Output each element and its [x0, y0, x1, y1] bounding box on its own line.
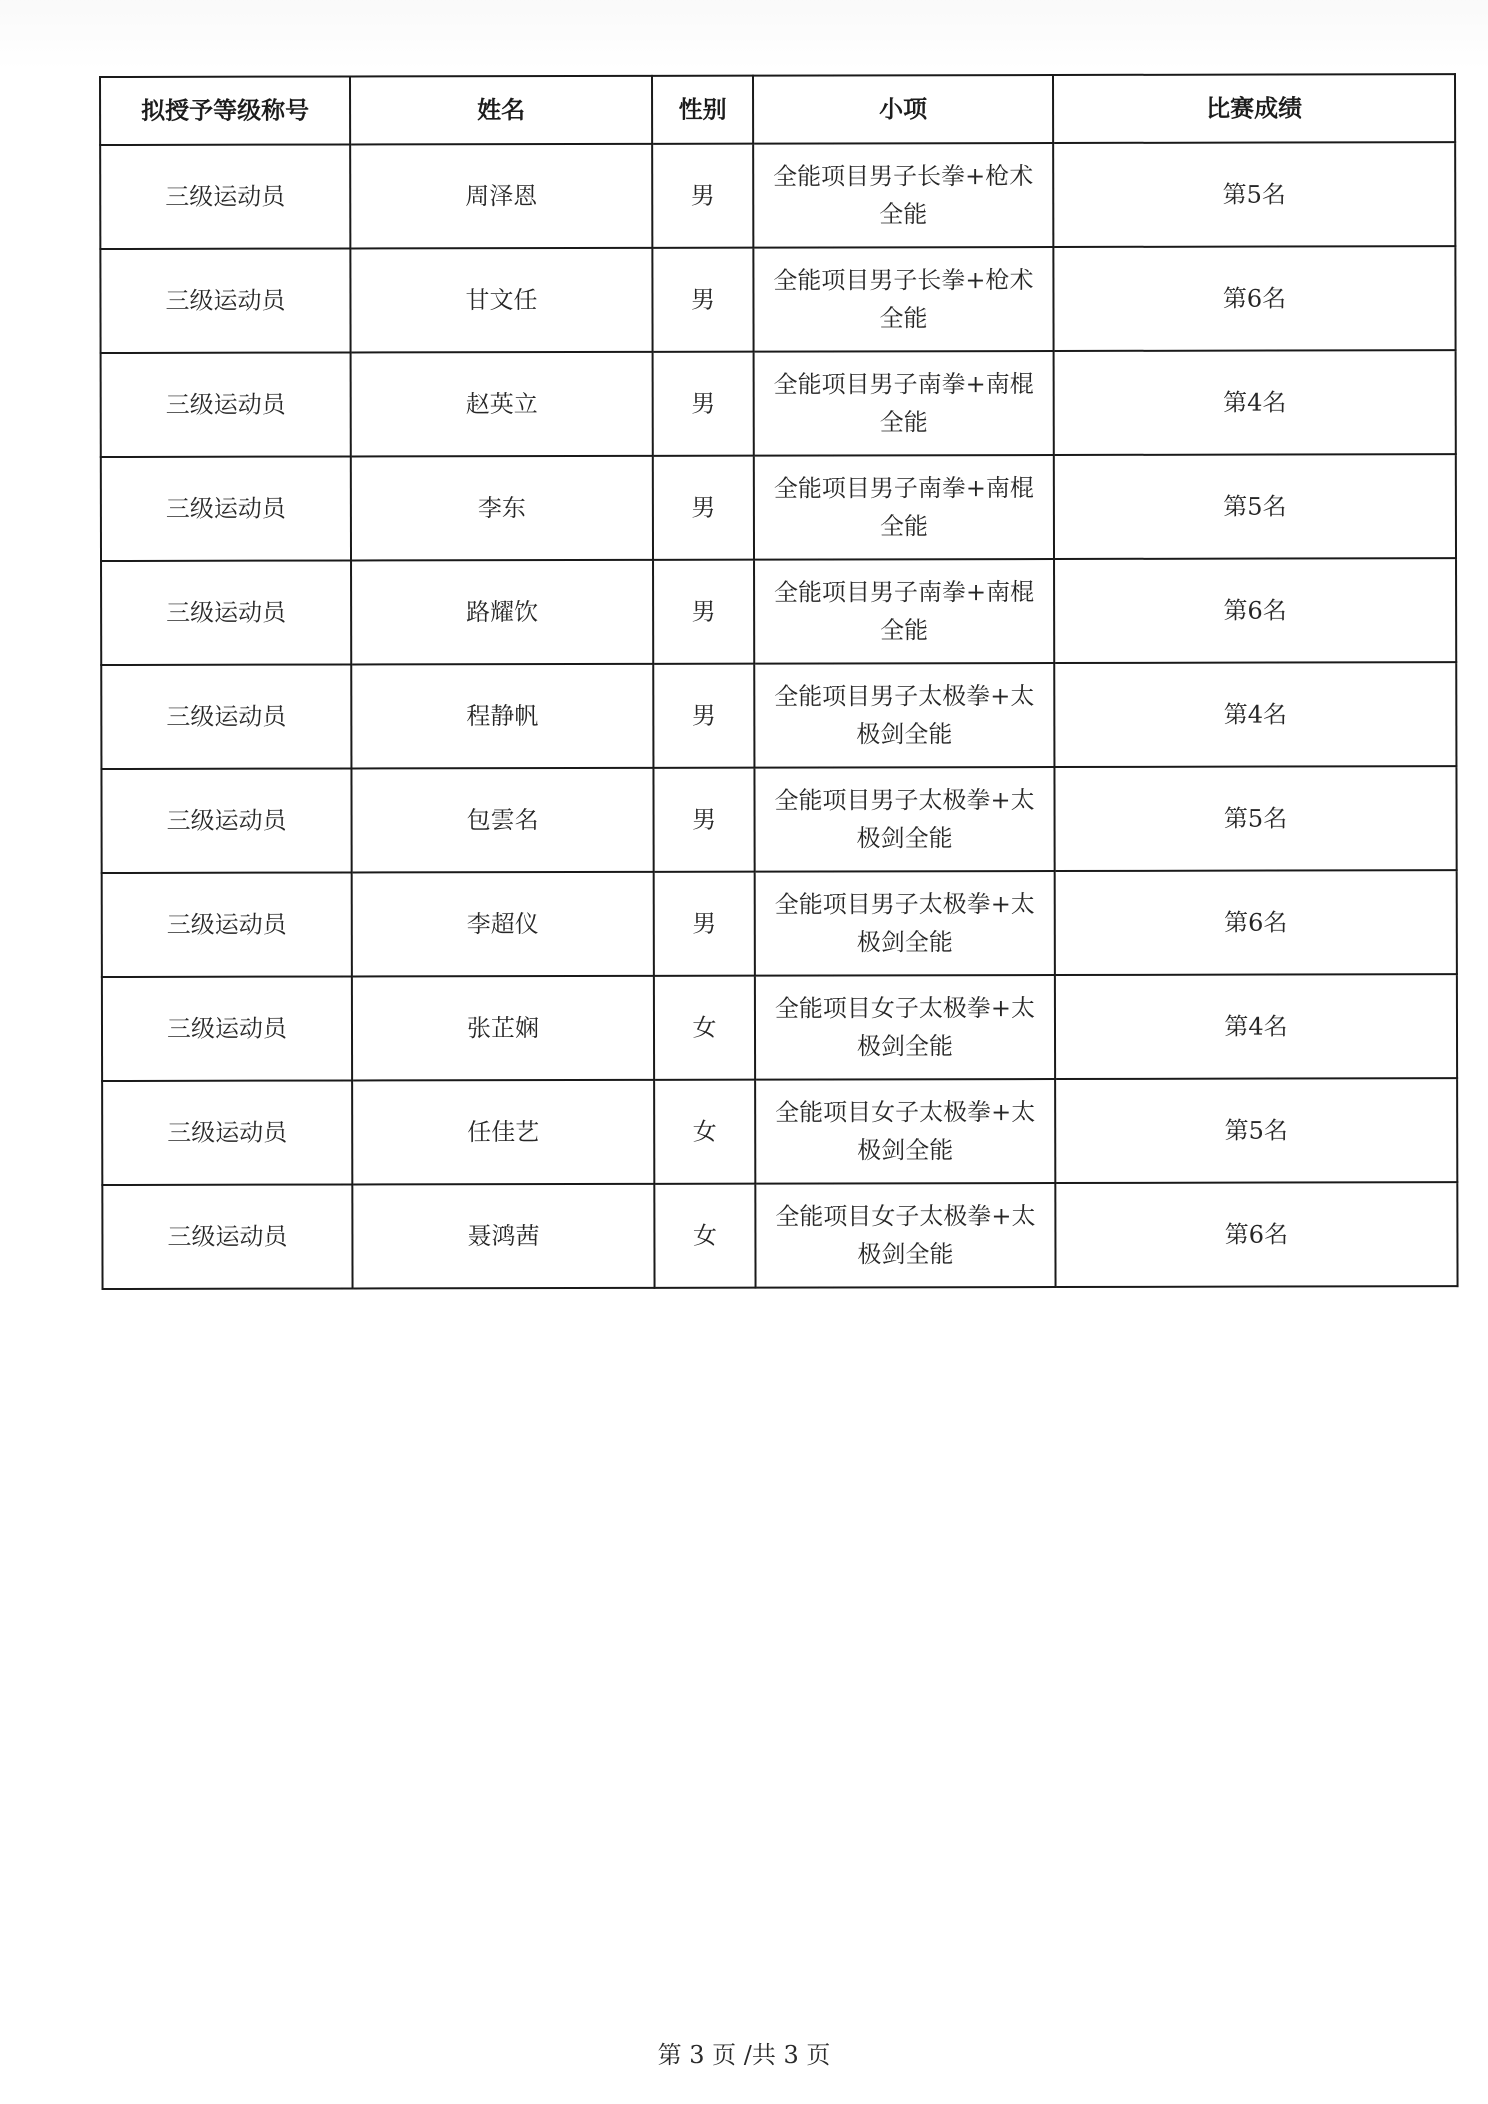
cell-name: 程静帆: [351, 664, 653, 769]
cell-gender: 女: [654, 976, 755, 1080]
award-table: [99, 73, 1459, 1290]
event-line: 极剑全能: [857, 1136, 954, 1165]
table-header-row: [100, 74, 1455, 145]
cell-event: [754, 351, 1054, 456]
header-title: 拟授予等级称号: [100, 76, 350, 145]
cell-name: 周泽恩: [350, 144, 652, 249]
event-line: 全能: [879, 304, 928, 333]
table-row: [101, 350, 1456, 457]
event-line: 全能项目男子南拳+南棍: [773, 370, 1034, 399]
table-row: [101, 662, 1456, 769]
cell-result: 第5名: [1054, 766, 1456, 871]
cell-result: 第6名: [1053, 246, 1455, 351]
event-line: 全能项目男子南拳+南棍: [773, 578, 1035, 607]
cell-title: 三级运动员: [102, 872, 352, 977]
header-name: 姓名: [350, 76, 652, 145]
cell-gender: 男: [653, 560, 754, 664]
cell-gender: 男: [653, 456, 754, 560]
cell-title: 三级运动员: [101, 352, 351, 457]
header-result: 比赛成绩: [1053, 74, 1455, 143]
cell-title: 三级运动员: [101, 560, 351, 665]
event-line: 全能: [880, 616, 929, 645]
event-line: 全能: [879, 512, 928, 541]
cell-gender: 男: [653, 664, 754, 768]
cell-name: 聂鸿茜: [352, 1184, 654, 1289]
event-line: 全能: [879, 408, 928, 437]
cell-result: 第5名: [1053, 142, 1455, 247]
event-line: 全能项目男子太极拳+太: [774, 890, 1035, 919]
event-line: 全能项目女子太极拳+太: [774, 994, 1036, 1023]
cell-gender: 男: [652, 248, 753, 352]
cell-title: 三级运动员: [102, 1184, 352, 1289]
cell-name: 张芷娴: [352, 976, 654, 1081]
cell-name: 赵英立: [351, 352, 653, 457]
event-line: 极剑全能: [857, 1032, 954, 1061]
cell-gender: 男: [652, 144, 753, 248]
cell-name: 任佳艺: [352, 1080, 654, 1185]
table-row: [100, 246, 1455, 353]
cell-result: 第5名: [1054, 454, 1456, 559]
event-line: 全能: [879, 200, 928, 229]
event-line: 全能项目男子南拳+南棍: [773, 474, 1034, 503]
cell-event: [753, 143, 1053, 248]
cell-name: 路耀饮: [351, 560, 653, 665]
event-line: 全能项目男子长拳+枪术: [773, 162, 1034, 191]
table-row: [102, 870, 1457, 977]
cell-result: 第4名: [1054, 662, 1456, 767]
event-line: 极剑全能: [856, 720, 953, 749]
cell-title: 三级运动员: [102, 1080, 352, 1185]
cell-result: 第6名: [1054, 558, 1456, 663]
cell-event: [755, 975, 1055, 1080]
cell-title: 三级运动员: [100, 248, 350, 353]
cell-title: 三级运动员: [100, 144, 350, 249]
cell-event: [754, 455, 1054, 560]
event-line: 极剑全能: [856, 824, 953, 853]
event-line: 全能项目男子太极拳+太: [774, 786, 1035, 815]
table-row: [101, 454, 1456, 561]
cell-result: 第5名: [1055, 1078, 1457, 1183]
cell-name: 李东: [351, 456, 653, 561]
event-line: 全能项目女子太极拳+太: [775, 1098, 1036, 1127]
event-line: 全能项目女子太极拳+太: [775, 1202, 1036, 1231]
cell-name: 李超仪: [352, 872, 654, 977]
cell-result: 第4名: [1055, 974, 1457, 1079]
cell-gender: 女: [654, 1184, 755, 1288]
cell-result: 第4名: [1054, 350, 1456, 455]
cell-name: 包雲名: [351, 768, 653, 873]
table-row: [101, 766, 1456, 873]
cell-result: 第6名: [1055, 1182, 1457, 1287]
cell-gender: 男: [653, 768, 754, 872]
cell-title: 三级运动员: [101, 456, 351, 561]
page-footer: 第 3 页 /共 3 页: [657, 2041, 831, 2069]
cell-event: [755, 1183, 1055, 1288]
header-event: 小项: [753, 75, 1053, 144]
cell-title: 三级运动员: [101, 664, 351, 769]
cell-event: [754, 663, 1054, 768]
cell-event: [754, 767, 1054, 872]
table-row: [102, 1182, 1457, 1289]
cell-event: [754, 559, 1054, 664]
cell-gender: 男: [654, 872, 755, 976]
cell-event: [755, 871, 1055, 976]
cell-event: [753, 247, 1053, 352]
table-row: [102, 974, 1457, 1081]
cell-result: 第6名: [1055, 870, 1457, 975]
event-line: 极剑全能: [856, 928, 953, 957]
cell-gender: 男: [653, 352, 754, 456]
header-gender: 性别: [652, 76, 753, 144]
event-line: 极剑全能: [857, 1240, 954, 1269]
cell-title: 三级运动员: [101, 768, 351, 873]
cell-name: 甘文任: [350, 248, 652, 353]
table-row: [100, 142, 1455, 249]
cell-title: 三级运动员: [102, 976, 352, 1081]
event-line: 全能项目男子长拳+枪术: [773, 266, 1034, 295]
cell-event: [755, 1079, 1055, 1184]
event-line: 全能项目男子太极拳+太: [774, 682, 1035, 711]
table-row: [102, 1078, 1457, 1185]
table-row: [101, 558, 1456, 665]
scan-shadow: [0, 0, 1488, 70]
cell-gender: 女: [654, 1080, 755, 1184]
